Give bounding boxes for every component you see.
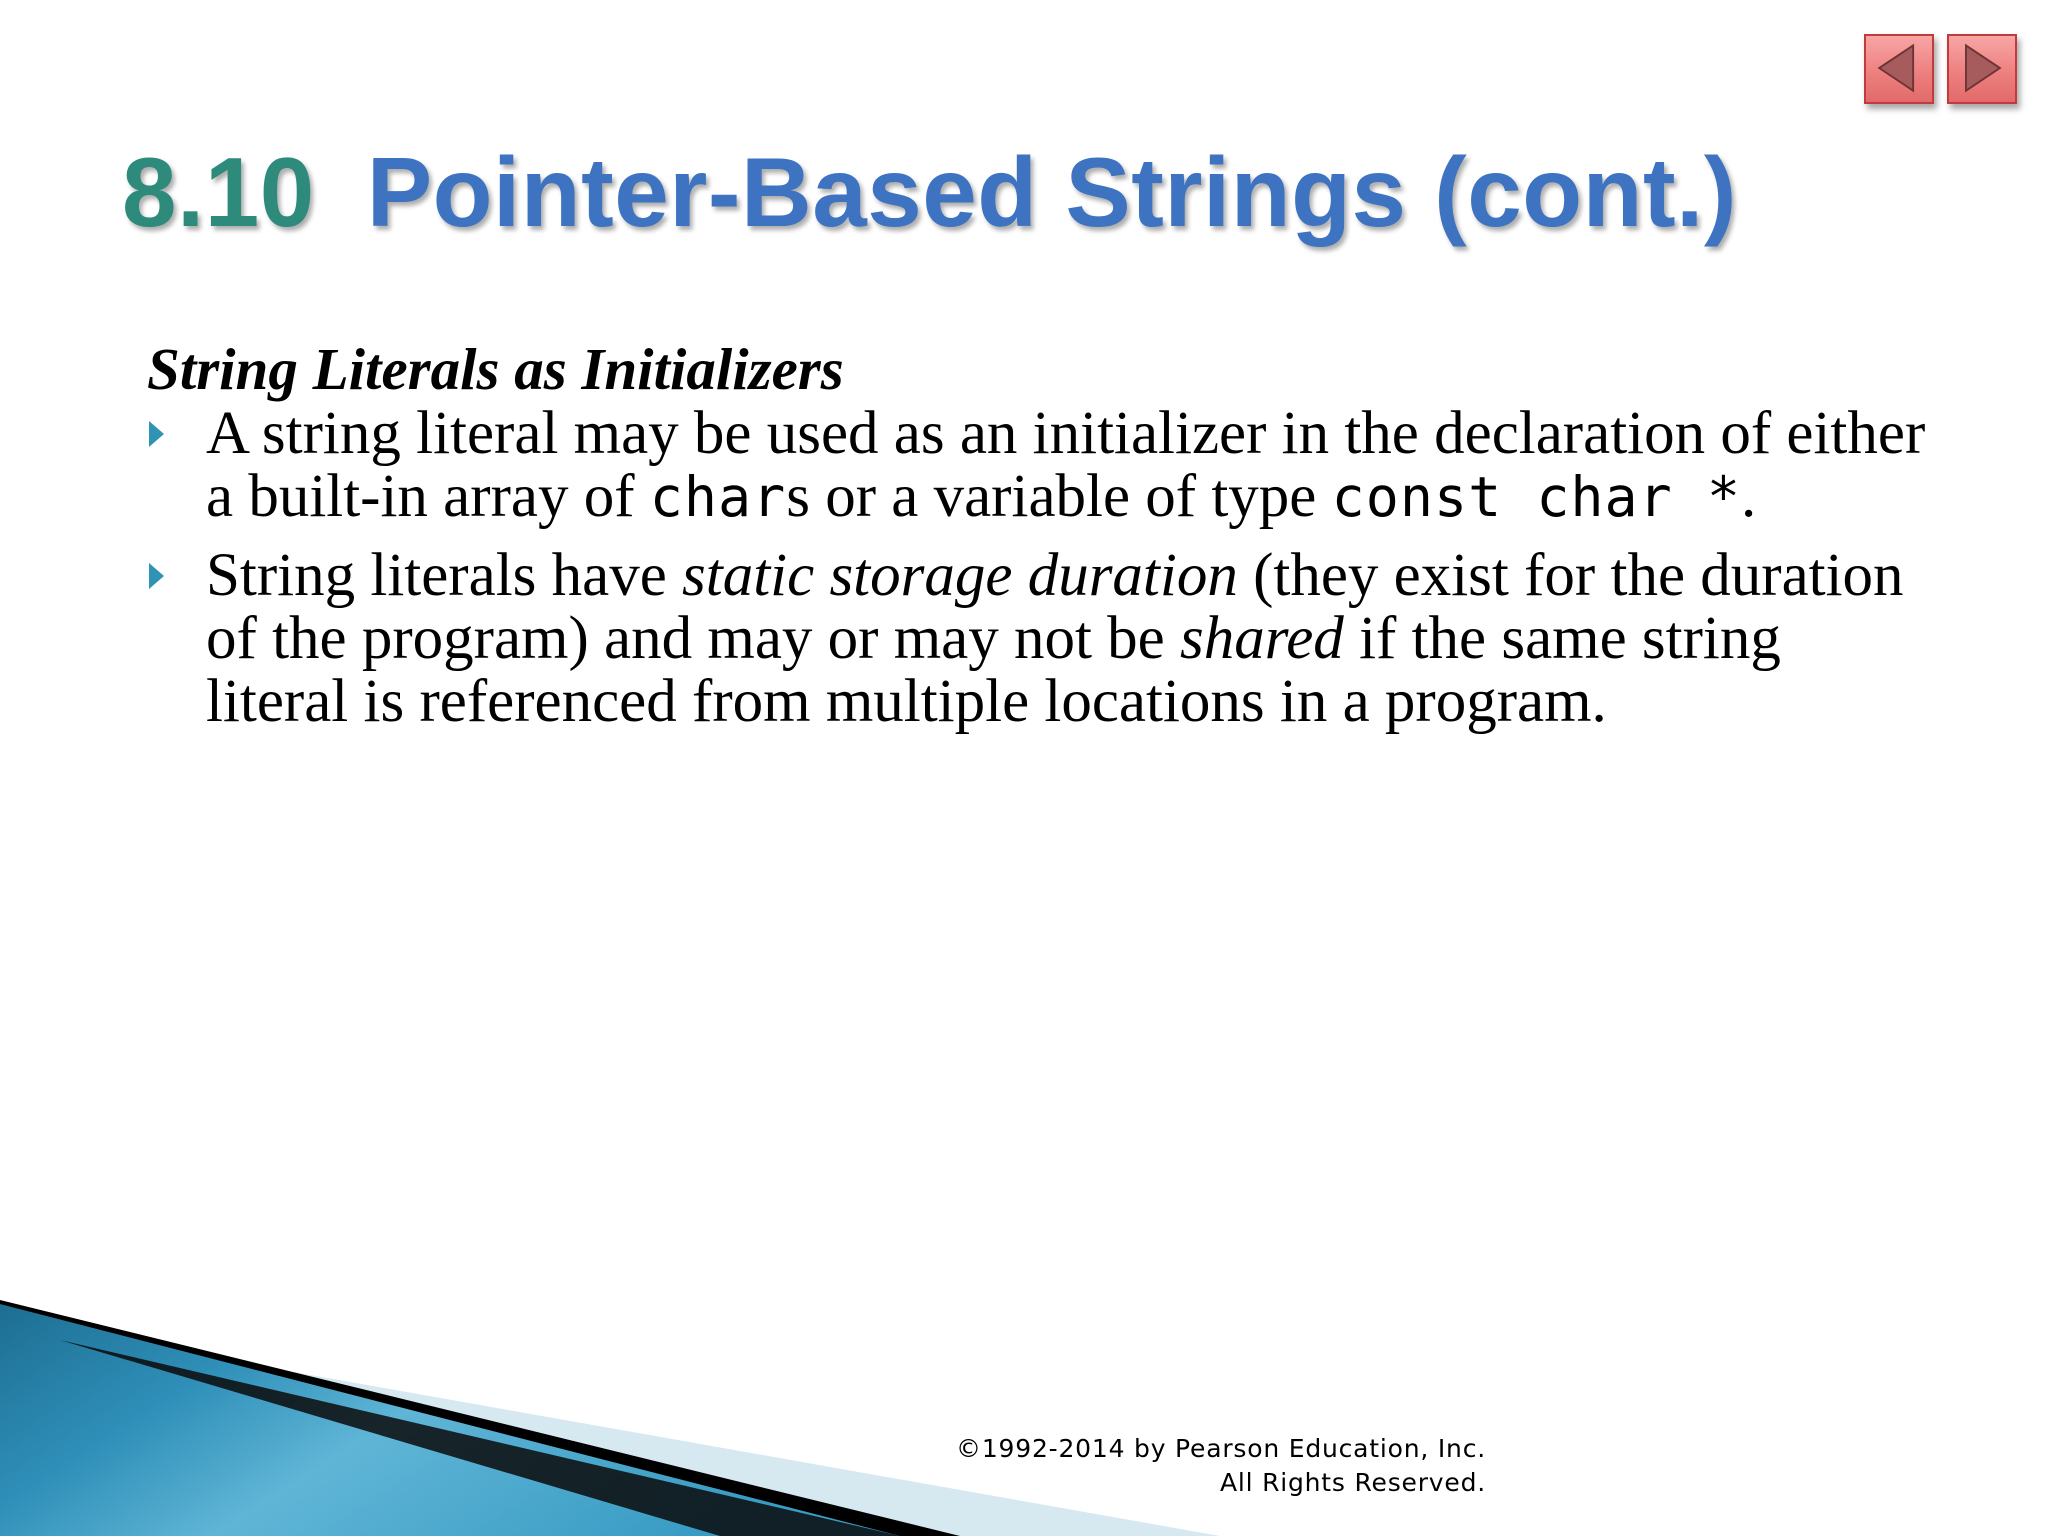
next-slide-button[interactable] (1947, 34, 2017, 104)
previous-slide-button[interactable] (1864, 34, 1934, 104)
emphasized-term: shared (1180, 605, 1344, 672)
copyright-line: ©1992-2014 by Pearson Education, Inc. (956, 1434, 1486, 1463)
title-text: Pointer-Based Strings (cont.) (366, 137, 1738, 247)
bullet-text: s or a variable of type (786, 463, 1332, 530)
slide-content (147, 332, 1927, 733)
triangle-bullet-icon (149, 563, 164, 589)
code-type: const char * (1331, 465, 1741, 529)
bullet-text: String literals have (206, 542, 683, 609)
code-keyword: char (649, 465, 787, 529)
subheading: String Literals as Initializers (147, 336, 844, 402)
section-number: 8.10 (122, 137, 315, 247)
bullet-item (147, 544, 1927, 733)
bullet-text: if the same string literal is referenced from multiple locations in a program. (206, 605, 1781, 735)
bullet-text: . (1741, 463, 1757, 530)
emphasized-term: static storage duration (682, 542, 1238, 609)
bullet-text: A string literal may be used as an initializer in the declaration of either a built-in array of (206, 400, 1926, 530)
bullet-item (147, 402, 1927, 529)
rights-line: All Rights Reserved. (1219, 1468, 1486, 1497)
copyright-notice (900, 1432, 1486, 1500)
bullet-text: (they exist for the duration of the program) and may or may not be (206, 542, 1904, 672)
triangle-left-icon (1866, 36, 1932, 102)
triangle-bullet-icon (149, 421, 164, 447)
triangle-right-icon (1949, 36, 2015, 102)
slide-title (122, 132, 1737, 252)
